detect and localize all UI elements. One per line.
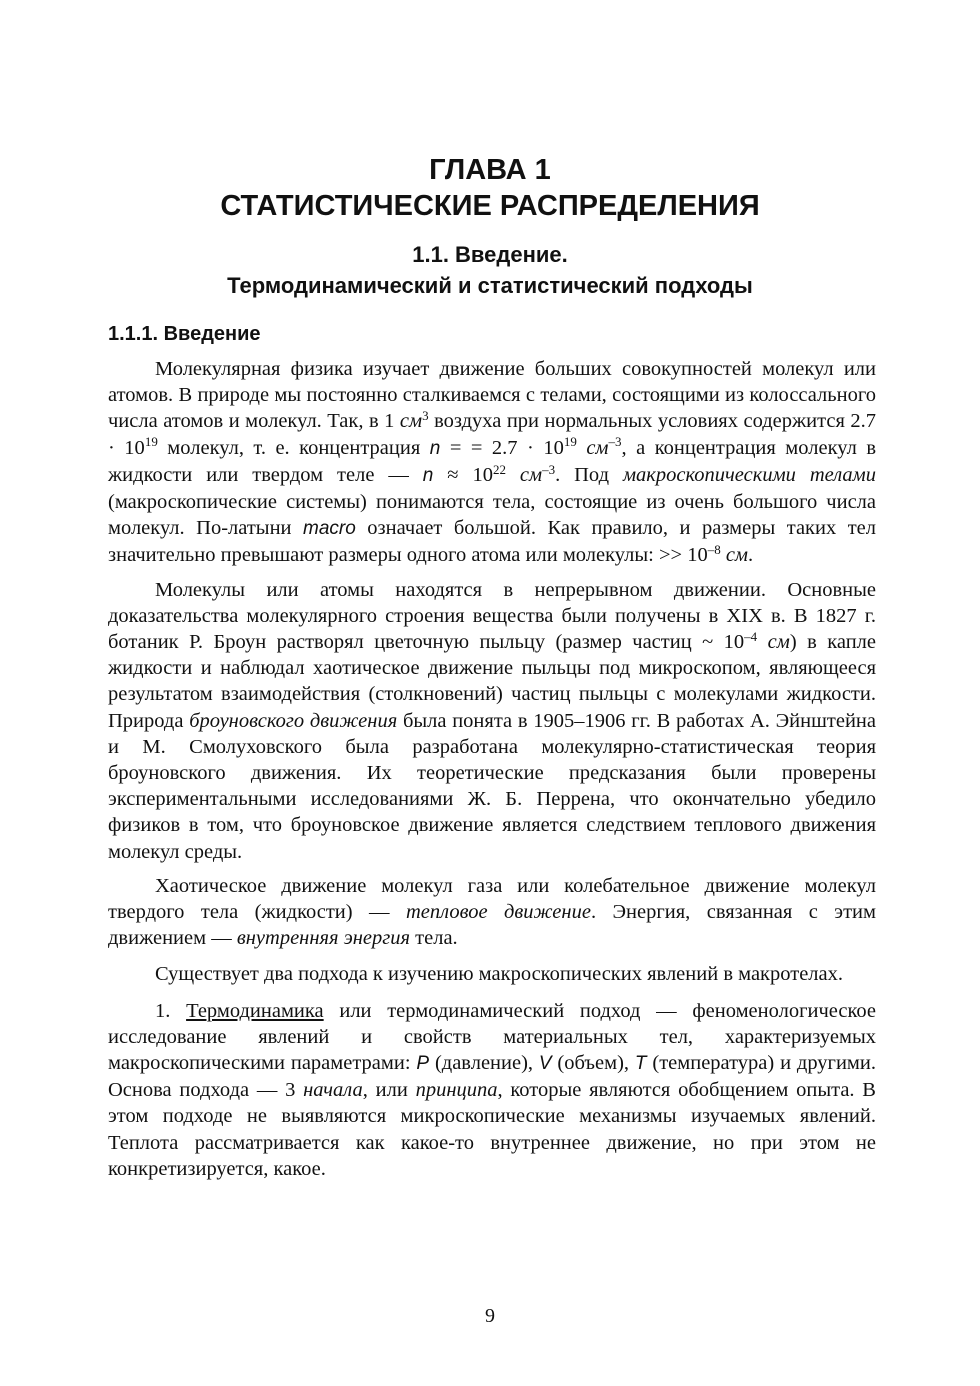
body-text: [108, 356, 876, 1190]
paragraph-4: Существует два подхода к изучению макроскопических явлений в макротелах.: [155, 963, 844, 986]
subsection-title: 1.1.1. Введение: [108, 323, 261, 345]
term-thermodynamics: Термодинамика: [186, 999, 324, 1022]
term-brownian-motion: броуновского движения: [189, 709, 398, 732]
term-thermal-motion: тепловое движение: [405, 901, 591, 924]
chapter-number: ГЛАВА 1: [429, 154, 551, 186]
term-macroscopic-bodies: макроскопическими телами: [622, 463, 876, 486]
paragraph-1: Молекулярная физика изучает движение больших совокупностей молекул или атомов. В природе мы постоянно сталкиваемся с телами, состоящими из колоссального числа атомов и молекул. Так, в 1 $см^3$ воздуха при нормальных условиях содержится $2.7 \cdot 10^{19}$ молекул, т. е. концентрация n = = $2.7 \cdot 10^{19}$ $см^{-3}$, а концентрация молекул в жидкости или твердом теле — $n \approx 10^{22}$ $см^{-3}$. Под макроскопическими телами (макроскопические системы) понимаются тела, состоящие из очень большого числа молекул. По-латыни macro означает большой. Как правило, и размеры таких тел значительно превышают размеры одного атома или молекулы: >> $10^{-8}$ см.: [108, 358, 877, 567]
paragraph-5: 1. Термодинамика или термодинамический подход — феноменологическое исследование явлений и свойств материальных тел, характеризуемых макроскопическими параметрами: P (давление), V (объем), T (температура) и другими. Основа подхода — 3 начала, или принципа, которые являются обобщением опыта. В этом подходе не выявляются микроскопические механизмы изучаемых явлений. Теплота рассматривается как какое-то внутреннее движение, но при этом не конкретизируется, какое.: [108, 999, 877, 1180]
chapter-title: СТАТИСТИЧЕСКИЕ РАСПРЕДЕЛЕНИЯ: [220, 190, 760, 222]
term-internal-energy: внутренняя энергия: [236, 927, 411, 950]
section-title-line2: Термодинамический и статистический подходы: [227, 273, 753, 298]
page-number: 9: [485, 1305, 495, 1327]
paragraph-2: Молекулы или атомы находятся в непрерывном движении. Основные доказательства молекулярного строения вещества были получены в XIX в. В 1827 г. ботаник Р. Броун растворял цветочную пыльцу (размер частиц ~ $10^{-4}$ см) в капле жидкости и наблюдал хаотическое движение пыльцы под микроскопом, являющееся результатом взаимодействия (столкновений) частиц пыльцы с молекулами жидкости. Природа броуновского движения была понята в 1905–1906 гг. В работах А. Эйнштейна и М. Смолуховского была разработана молекулярно-статистическая теория броуновского движения. Их теоретические предсказания были проверены экспериментальными исследованиями Ж. Б. Перрена, что окончательно убедило физиков в том, что броуновское движение является следствием теплового движения молекул среды.: [108, 578, 876, 863]
paragraph-3: Хаотическое движение молекул газа или колебательное движение молекул твердого тела (жидкости) — тепловое движение. Энергия, связанная с этим движением — внутренняя энергия тела.: [108, 874, 876, 950]
section-title-line1: 1.1. Введение.: [412, 242, 568, 267]
